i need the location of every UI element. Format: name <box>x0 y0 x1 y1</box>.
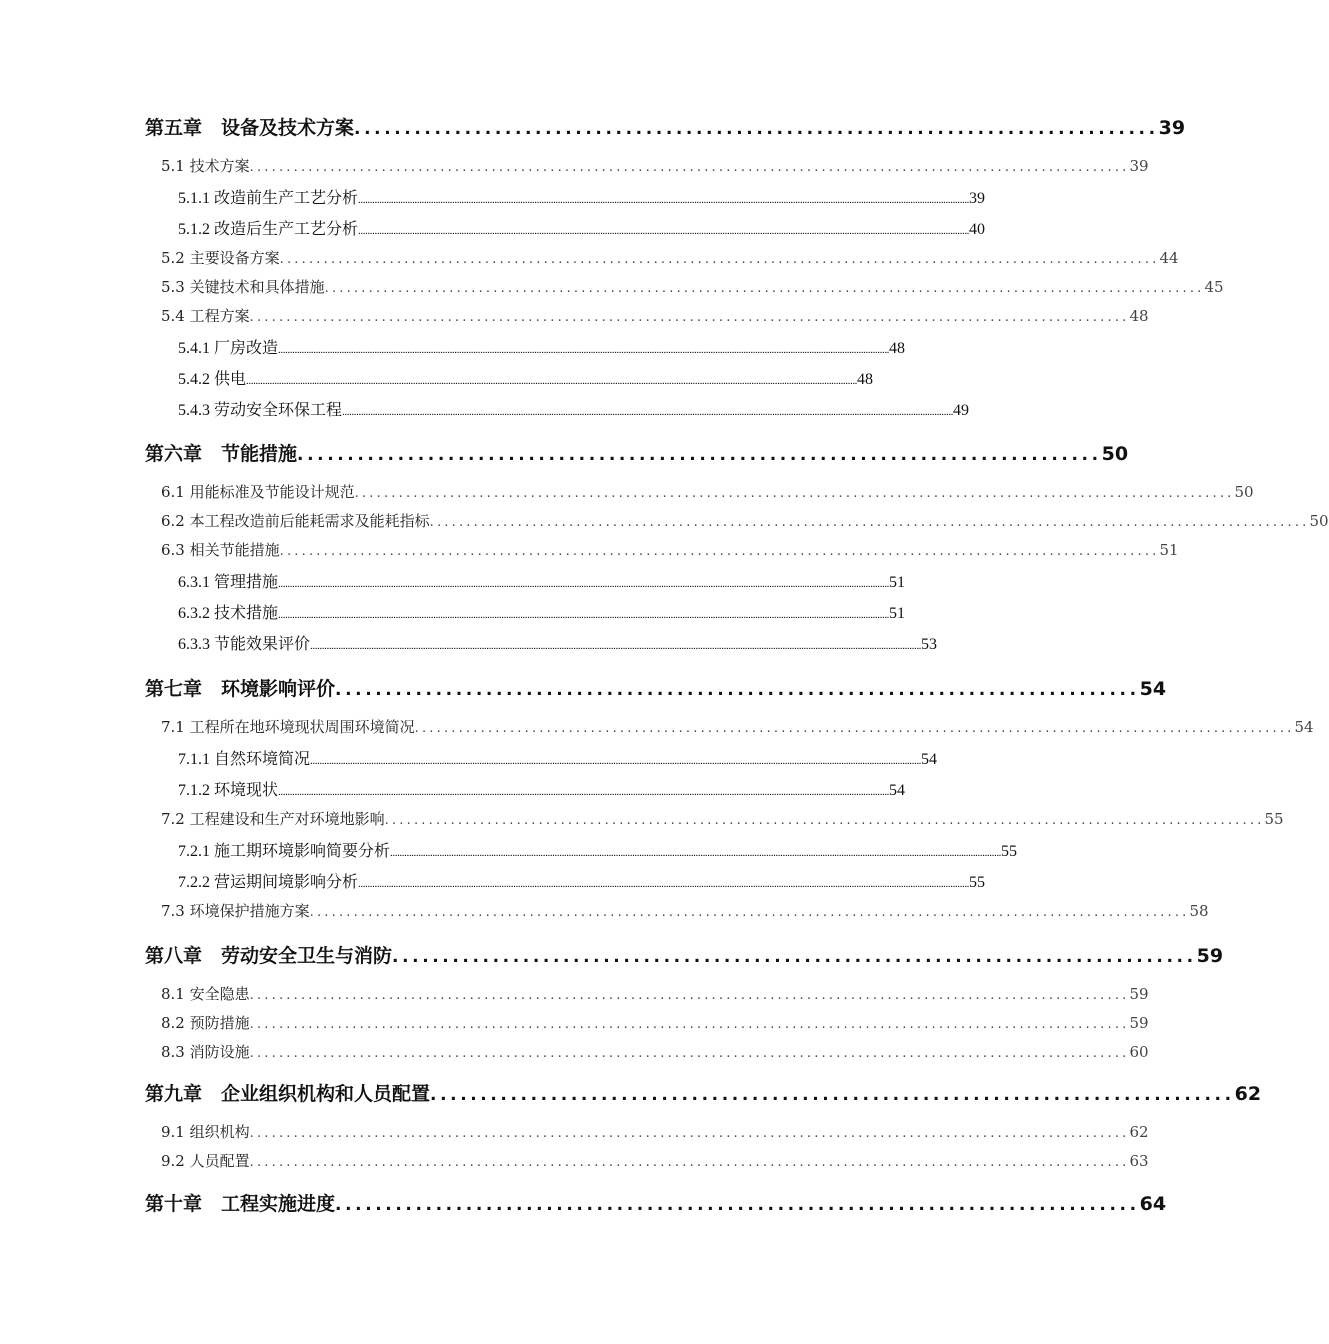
toc-page-number: 49 <box>953 402 970 419</box>
toc-entry-title: 5.4.3 劳动安全环保工程 <box>178 402 343 419</box>
toc-section-entry[interactable] <box>161 808 1284 829</box>
toc-page-number: 51 <box>1159 541 1179 559</box>
toc-leader-dots: .................................................................................................................................................................................................................................................................... <box>278 609 890 621</box>
toc-page-number: 59 <box>1129 1014 1149 1032</box>
toc-entry-title: 9.1 组织机构 <box>161 1123 250 1141</box>
toc-section-entry[interactable] <box>178 397 970 420</box>
toc-entry-title: 7.1.2 环境现状 <box>178 782 279 799</box>
toc-section-entry[interactable] <box>178 335 906 358</box>
toc-leader-dots: .................................................................................................................................................................................................................................................................... <box>310 640 922 652</box>
toc-entry-title: 第九章 企业组织机构和人员配置 <box>145 1083 431 1105</box>
toc-section-entry[interactable] <box>161 716 1314 737</box>
toc-entry-title: 8.3 消防设施 <box>161 1043 250 1061</box>
toc-page-number: 39 <box>969 190 986 207</box>
toc-section-entry[interactable] <box>178 366 874 389</box>
toc-page-number: 50 <box>1101 443 1129 465</box>
toc-entry-title: 7.1 工程所在地环境现状周围环境简况 <box>161 718 415 736</box>
toc-leader-dots: ................................................................................ <box>335 680 1140 700</box>
toc-section-entry[interactable] <box>161 1012 1149 1033</box>
toc-leader-dots: .................................................................................................................................................................................................................................................................... <box>278 344 890 356</box>
toc-leader-dots: ........................................................................................................................ <box>249 310 1130 325</box>
toc-section-entry[interactable] <box>178 746 938 769</box>
toc-section-entry[interactable] <box>178 869 986 892</box>
toc-section-entry[interactable] <box>161 900 1209 921</box>
toc-page-number: 54 <box>1294 718 1314 736</box>
toc-leader-dots: .................................................................................................................................................................................................................................................................... <box>342 406 954 418</box>
toc-page-number: 64 <box>1139 1193 1167 1215</box>
toc-page-number: 48 <box>889 340 906 357</box>
toc-entry-title: 6.1 用能标准及节能设计规范 <box>161 483 355 501</box>
toc-leader-dots: ........................................................................................................................ <box>429 515 1310 530</box>
toc-chapter-entry[interactable] <box>145 439 1129 466</box>
toc-page-number: 40 <box>969 221 986 238</box>
toc-entry-title: 5.1.2 改造后生产工艺分析 <box>178 221 359 238</box>
toc-page-number: 48 <box>1129 307 1149 325</box>
toc-entry-title: 5.1 技术方案 <box>161 157 250 175</box>
toc-page-number: 53 <box>921 636 938 653</box>
toc-leader-dots: ................................................................................ <box>392 947 1197 967</box>
toc-section-entry[interactable] <box>161 247 1179 268</box>
toc-section-entry[interactable] <box>161 1121 1149 1142</box>
toc-page-number: 59 <box>1196 945 1224 967</box>
toc-leader-dots: ........................................................................................................................ <box>354 486 1235 501</box>
toc-entry-title: 9.2 人员配置 <box>161 1152 250 1170</box>
toc-page-number: 51 <box>889 574 906 591</box>
toc-page-number: 62 <box>1129 1123 1149 1141</box>
toc-entry-title: 第十章 工程实施进度 <box>145 1193 336 1215</box>
toc-leader-dots: ........................................................................................................................ <box>414 721 1295 736</box>
toc-page-number: 54 <box>889 782 906 799</box>
toc-leader-dots: ................................................................................ <box>335 1195 1140 1215</box>
toc-chapter-entry[interactable] <box>145 674 1167 701</box>
toc-leader-dots: .................................................................................................................................................................................................................................................................... <box>358 194 970 206</box>
toc-section-entry[interactable] <box>161 510 1329 531</box>
toc-leader-dots: ........................................................................................................................ <box>324 281 1205 296</box>
toc-leader-dots: .................................................................................................................................................................................................................................................................... <box>390 847 1002 859</box>
toc-page-number: 55 <box>1264 810 1284 828</box>
toc-leader-dots: ........................................................................................................................ <box>249 160 1130 175</box>
toc-page-number: 63 <box>1129 1152 1149 1170</box>
toc-entry-title: 7.3 环境保护措施方案 <box>161 902 310 920</box>
toc-section-entry[interactable] <box>161 539 1179 560</box>
toc-entry-title: 7.1.1 自然环境简况 <box>178 751 311 768</box>
toc-section-entry[interactable] <box>161 1041 1149 1062</box>
toc-entry-title: 7.2.2 营运期间境影响分析 <box>178 874 359 891</box>
toc-entry-title: 5.4 工程方案 <box>161 307 250 325</box>
toc-leader-dots: ................................................................................ <box>354 119 1159 139</box>
toc-entry-title: 6.3.1 管理措施 <box>178 574 279 591</box>
toc-leader-dots: ........................................................................................................................ <box>309 905 1190 920</box>
toc-entry-title: 8.1 安全隐患 <box>161 985 250 1003</box>
toc-chapter-entry[interactable] <box>145 941 1224 968</box>
toc-page-number: 58 <box>1189 902 1209 920</box>
toc-leader-dots: ........................................................................................................................ <box>384 813 1265 828</box>
toc-page-number: 48 <box>857 371 874 388</box>
toc-entry-title: 第八章 劳动安全卫生与消防 <box>145 945 393 967</box>
toc-section-entry[interactable] <box>178 777 906 800</box>
toc-entry-title: 5.2 主要设备方案 <box>161 249 280 267</box>
toc-entry-title: 6.3.2 技术措施 <box>178 605 279 622</box>
toc-section-entry[interactable] <box>161 155 1149 176</box>
toc-leader-dots: ........................................................................................................................ <box>279 544 1160 559</box>
toc-page-number: 39 <box>1158 117 1186 139</box>
toc-entry-title: 5.4.1 厂房改造 <box>178 340 279 357</box>
toc-leader-dots: .................................................................................................................................................................................................................................................................... <box>310 755 922 767</box>
toc-entry-title: 7.2 工程建设和生产对环境地影响 <box>161 810 385 828</box>
toc-section-entry[interactable] <box>161 276 1224 297</box>
toc-page-number: 51 <box>889 605 906 622</box>
toc-leader-dots: .................................................................................................................................................................................................................................................................... <box>246 375 858 387</box>
toc-leader-dots: ........................................................................................................................ <box>249 1126 1130 1141</box>
toc-chapter-entry[interactable] <box>145 113 1186 140</box>
toc-entry-title: 6.3 相关节能措施 <box>161 541 280 559</box>
toc-entry-title: 第五章 设备及技术方案 <box>145 117 355 139</box>
toc-leader-dots: ................................................................................ <box>297 445 1102 465</box>
toc-section-entry[interactable] <box>161 305 1149 326</box>
toc-page-number: 55 <box>969 874 986 891</box>
toc-entry-title: 8.2 预防措施 <box>161 1014 250 1032</box>
toc-page-number: 59 <box>1129 985 1149 1003</box>
toc-section-entry[interactable] <box>178 631 938 654</box>
toc-entry-title: 6.3.3 节能效果评价 <box>178 636 311 653</box>
toc-page-number: 50 <box>1234 483 1254 501</box>
toc-section-entry[interactable] <box>178 216 986 239</box>
toc-page-number: 54 <box>921 751 938 768</box>
toc-page-number: 54 <box>1139 678 1167 700</box>
toc-section-entry[interactable] <box>161 481 1254 502</box>
toc-leader-dots: ................................................................................ <box>430 1085 1235 1105</box>
toc-leader-dots: .................................................................................................................................................................................................................................................................... <box>358 225 970 237</box>
toc-entry-title: 5.1.1 改造前生产工艺分析 <box>178 190 359 207</box>
toc-section-entry[interactable] <box>178 185 986 208</box>
toc-chapter-entry[interactable] <box>145 1079 1262 1106</box>
toc-page-number: 55 <box>1001 843 1018 860</box>
toc-page-number: 44 <box>1159 249 1179 267</box>
toc-page-number: 45 <box>1204 278 1224 296</box>
toc-section-entry[interactable] <box>161 1150 1149 1171</box>
toc-section-entry[interactable] <box>178 838 1018 861</box>
toc-entry-title: 6.2 本工程改造前后能耗需求及能耗指标 <box>161 512 430 530</box>
toc-section-entry[interactable] <box>178 569 906 592</box>
toc-page-number: 60 <box>1129 1043 1149 1061</box>
toc-leader-dots: ........................................................................................................................ <box>249 988 1130 1003</box>
toc-leader-dots: ........................................................................................................................ <box>249 1017 1130 1032</box>
toc-section-entry[interactable] <box>178 600 906 623</box>
toc-page-number: 62 <box>1234 1083 1262 1105</box>
toc-leader-dots: .................................................................................................................................................................................................................................................................... <box>278 578 890 590</box>
toc-entry-title: 7.2.1 施工期环境影响简要分析 <box>178 843 391 860</box>
toc-section-entry[interactable] <box>161 983 1149 1004</box>
toc-leader-dots: ........................................................................................................................ <box>279 252 1160 267</box>
toc-leader-dots: .................................................................................................................................................................................................................................................................... <box>278 786 890 798</box>
toc-leader-dots: ........................................................................................................................ <box>249 1046 1130 1061</box>
toc-entry-title: 第六章 节能措施 <box>145 443 298 465</box>
toc-page-number: 50 <box>1309 512 1329 530</box>
toc-leader-dots: ........................................................................................................................ <box>249 1155 1130 1170</box>
toc-entry-title: 5.3 关键技术和具体措施 <box>161 278 325 296</box>
toc-page-number: 39 <box>1129 157 1149 175</box>
toc-leader-dots: .................................................................................................................................................................................................................................................................... <box>358 878 970 890</box>
toc-chapter-entry[interactable] <box>145 1189 1167 1216</box>
toc-entry-title: 第七章 环境影响评价 <box>145 678 336 700</box>
toc-entry-title: 5.4.2 供电 <box>178 371 247 388</box>
